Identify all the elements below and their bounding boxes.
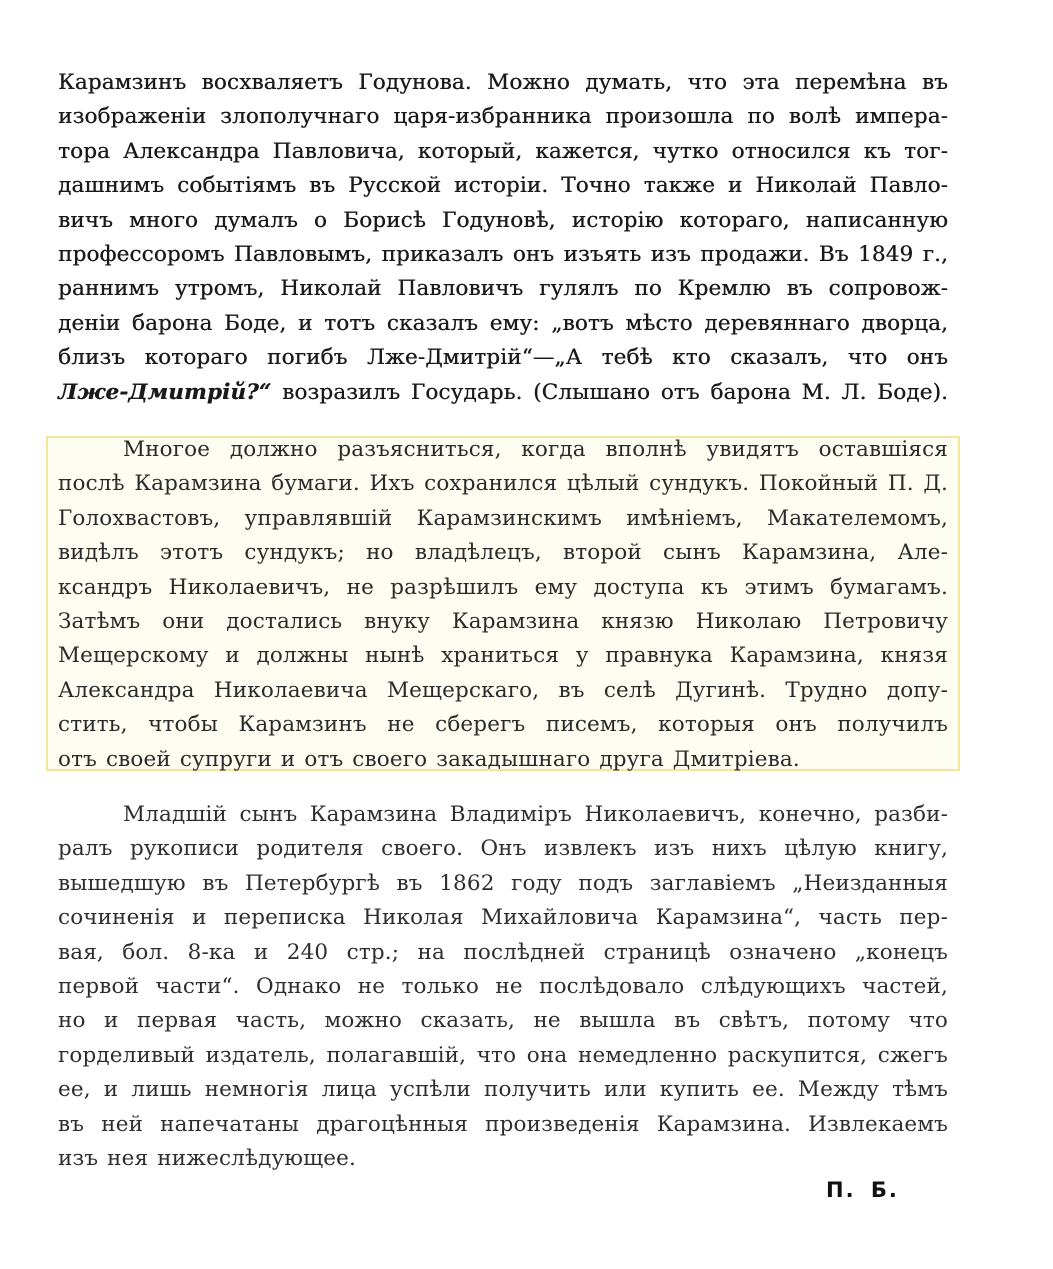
text-line: Многое должно разъясниться, когда вполнѣ увидятъ оставшіяся — [123, 437, 948, 462]
text-line: изъ нея нижеслѣдующее. — [58, 1145, 357, 1171]
text-line: изображеніи злополучнаго царя-избранника произошла по волѣ импера- — [58, 104, 948, 130]
text-line: близъ котораго погибъ Лже-Дмитрій“—„А тебѣ кто сказалъ, что онъ — [58, 345, 948, 371]
text-line: видѣлъ этотъ сундукъ; но владѣлецъ, второй сынъ Карамзина, Але- — [58, 540, 948, 566]
paragraph-3 — [58, 798, 948, 1176]
text-line: раннимъ утромъ, Николай Павловичъ гулялъ по Кремлю въ сопровож- — [58, 276, 948, 302]
text-line: вая, бол. 8-ка и 240 стр.; на послѣдней страницѣ означено „конецъ — [58, 939, 948, 965]
paragraph-1 — [58, 66, 948, 410]
text-line: ралъ рукописи родителя своего. Онъ извлекъ изъ нихъ цѣлую книгу, — [58, 836, 948, 862]
text-line: горделивый издатель, полагавшій, что она немедленно раскупится, сжегъ — [58, 1042, 948, 1068]
text-line: ксандръ Николаевичъ, не разрѣшилъ ему доступа къ этимъ бумагамъ. — [58, 574, 948, 600]
text-line: вышедшую въ Петербургѣ въ 1862 году подъ заглавіемъ „Неизданныя — [58, 870, 948, 896]
text-line: профессоромъ Павловымъ, приказалъ онъ изъять изъ продажи. Въ 1849 г., — [58, 241, 948, 267]
text-line: Младшій сынъ Карамзина Владиміръ Николаевичъ, конечно, разби- — [123, 802, 948, 827]
text-line: Голохвастовъ, управлявшій Карамзинскимъ имѣніемъ, Макателемомъ, — [58, 505, 948, 531]
text-line-rest: возразилъ Государь. (Слышано отъ барона М. Л. Боде). — [271, 379, 948, 405]
signature-initials: П. Б. — [826, 1178, 899, 1202]
text-line-last — [58, 376, 948, 410]
text-line: ее, и лишь немногія лица успѣли получить или купить ее. Между тѣмъ — [58, 1077, 948, 1103]
paragraph-2-highlighted — [58, 433, 948, 777]
text-line: но и первая часть, можно сказать, не вышла въ свѣтъ, потому что — [58, 1008, 948, 1034]
text-line: Мещерскому и должны нынѣ храниться у правнука Карамзина, князя — [58, 643, 948, 669]
text-line: тора Александра Павловича, который, кажется, чутко относился къ тог- — [58, 138, 948, 164]
text-line: дашнимъ событіямъ въ Русской исторіи. Точно также и Николай Павло- — [58, 173, 948, 199]
text-line: Александра Николаевича Мещерскаго, въ селѣ Дугинѣ. Трудно допу- — [58, 677, 948, 703]
text-line: Затѣмъ они достались внуку Карамзина князю Николаю Петровичу — [58, 608, 948, 634]
text-line: первой части“. Однако не только не послѣдовало слѣдующихъ частей, — [58, 973, 948, 999]
text-line: деніи барона Боде, и тотъ сказалъ ему: „вотъ мѣсто деревяннаго дворца, — [58, 310, 948, 336]
italic-quote: Лже-Дмитрій?“ — [58, 379, 272, 405]
text-line: Карамзинъ восхваляетъ Годунова. Можно думать, что эта перемѣна въ — [58, 70, 948, 95]
text-line: стить, чтобы Карамзинъ не сберегъ писемъ, которыя онъ получилъ — [58, 712, 948, 738]
text-line: послѣ Карамзина бумаги. Ихъ сохранился цѣлый сундукъ. Покойный П. Д. — [58, 471, 948, 497]
text-line: въ ней напечатаны драгоцѣнныя произведенія Карамзина. Извлекаемъ — [58, 1111, 948, 1137]
text-line: сочиненія и переписка Николая Михайловича Карамзина“, часть пер- — [58, 905, 948, 931]
text-line: отъ своей супруги и отъ своего закадышнаго друга Дмитріева. — [58, 746, 800, 772]
text-line: вичъ много думалъ о Борисѣ Годуновѣ, исторію котораго, написанную — [58, 207, 948, 233]
